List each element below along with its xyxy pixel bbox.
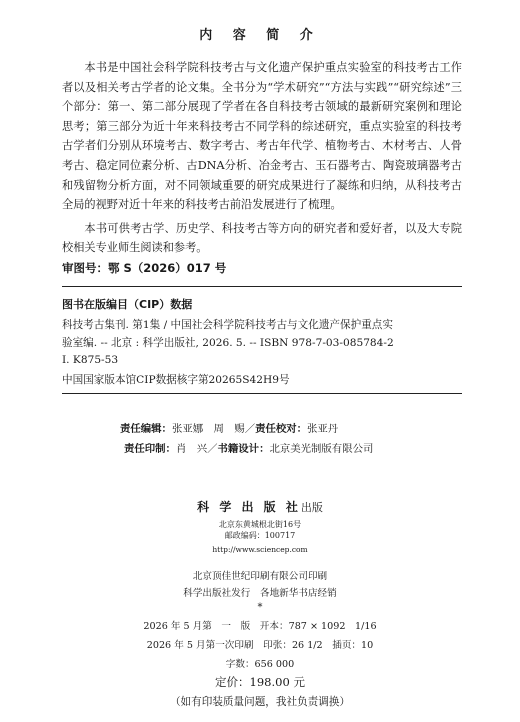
price: 定价：198.00 元 <box>215 675 305 689</box>
credit-separator: ／ <box>244 423 256 435</box>
summary-paragraph-1: 本书是中国社会科学院科技考古与文化遗产保护重点实验室的科技考古工作者以及相关考古学者的论文集。全书分为“学术研究”“方法与实践”“研究综述”三个部分：第一、第二部分展现了学者在各自科技考古领域的最新研究案例和理论思考；第三部分为近十年来科技考古不同学科的综述研究，重点实验室的科技考古学者们分别从环境考古、数字考古、考古年代学、植物考古、木材考古、人骨考古、稳定同位素分析、古DNA分析、冶金考古、玉石器考古、陶瓷玻璃器考古和残留物分析方面，对不同领域重要的研究成果进行了凝练和归纳，从科技考古全局的视野对近十年来的科技考古前沿发展进行了梳理。 <box>62 61 462 212</box>
star-separator: * <box>257 602 263 613</box>
cip-heading: 图书在版编目（CIP）数据 <box>62 298 193 311</box>
credit-value: 张亚丹 <box>307 423 339 435</box>
publisher-address-block <box>0 519 520 541</box>
printer-line: 北京顶佳世纪印刷有限公司印刷 <box>192 571 328 582</box>
publisher-address: 北京东黄城根北街16号 <box>218 520 302 529</box>
print-line: 2026 年 5 月第一次印刷 印张：26 1/2 插页：10 <box>146 640 374 651</box>
publisher-suffix: 出版 <box>300 501 323 514</box>
credit-label: 责任印制： <box>124 443 176 455</box>
credit-label: 责任编辑： <box>120 423 172 435</box>
publisher-line <box>0 498 520 515</box>
divider <box>62 286 462 287</box>
credit-value: 北京美光制版有限公司 <box>269 443 374 455</box>
quality-note: （如有印装质量问题，我社负责调换） <box>169 696 351 708</box>
word-count: 字数：656 000 <box>225 659 295 670</box>
edition-line: 2026 年 5 月第 一 版 开本：787 × 1092 1/16 <box>143 621 377 632</box>
credits-line-1 <box>62 420 520 439</box>
publisher-url: http://www.sciencep.com <box>212 545 308 554</box>
publisher-postcode: 邮政编码：100717 <box>224 531 296 540</box>
cip-line: 科技考古集刊. 第1集 / 中国社会科学院科技考古与文化遗产保护重点实 <box>62 319 393 331</box>
publisher-logo-text: 科 学 出 版 社 <box>197 500 301 514</box>
credit-separator: ／ <box>207 443 218 455</box>
cip-block <box>62 296 462 389</box>
credit-label: 书籍设计： <box>217 443 270 455</box>
credit-label: 责任校对： <box>255 423 308 435</box>
content-summary <box>62 58 462 262</box>
cip-line: Ⅰ. K875-53 <box>62 354 119 366</box>
page-title: 内 容 简 介 <box>199 28 321 43</box>
map-review-number: 审图号：鄂 S（2026）017 号 <box>62 261 227 275</box>
cip-line: 验室编. -- 北京 : 科学出版社, 2026. 5. -- ISBN 978-7-03-085784-2 <box>62 336 394 349</box>
distribution-line: 科学出版社发行 各地新华书店经销 <box>183 588 337 599</box>
credit-value: 肖 兴 <box>175 443 208 455</box>
credit-value: 张亚娜 周 赐 <box>171 423 245 435</box>
cip-line: 中国国家版本馆CIP数据核字第20265S42H9号 <box>62 373 290 386</box>
credits-line-2 <box>62 440 520 459</box>
summary-paragraph-2: 本书可供考古学、历史学、科技考古等方向的研究者和爱好者，以及大专院校相关专业师生阅读和参考。 <box>62 221 462 255</box>
divider <box>62 393 462 394</box>
